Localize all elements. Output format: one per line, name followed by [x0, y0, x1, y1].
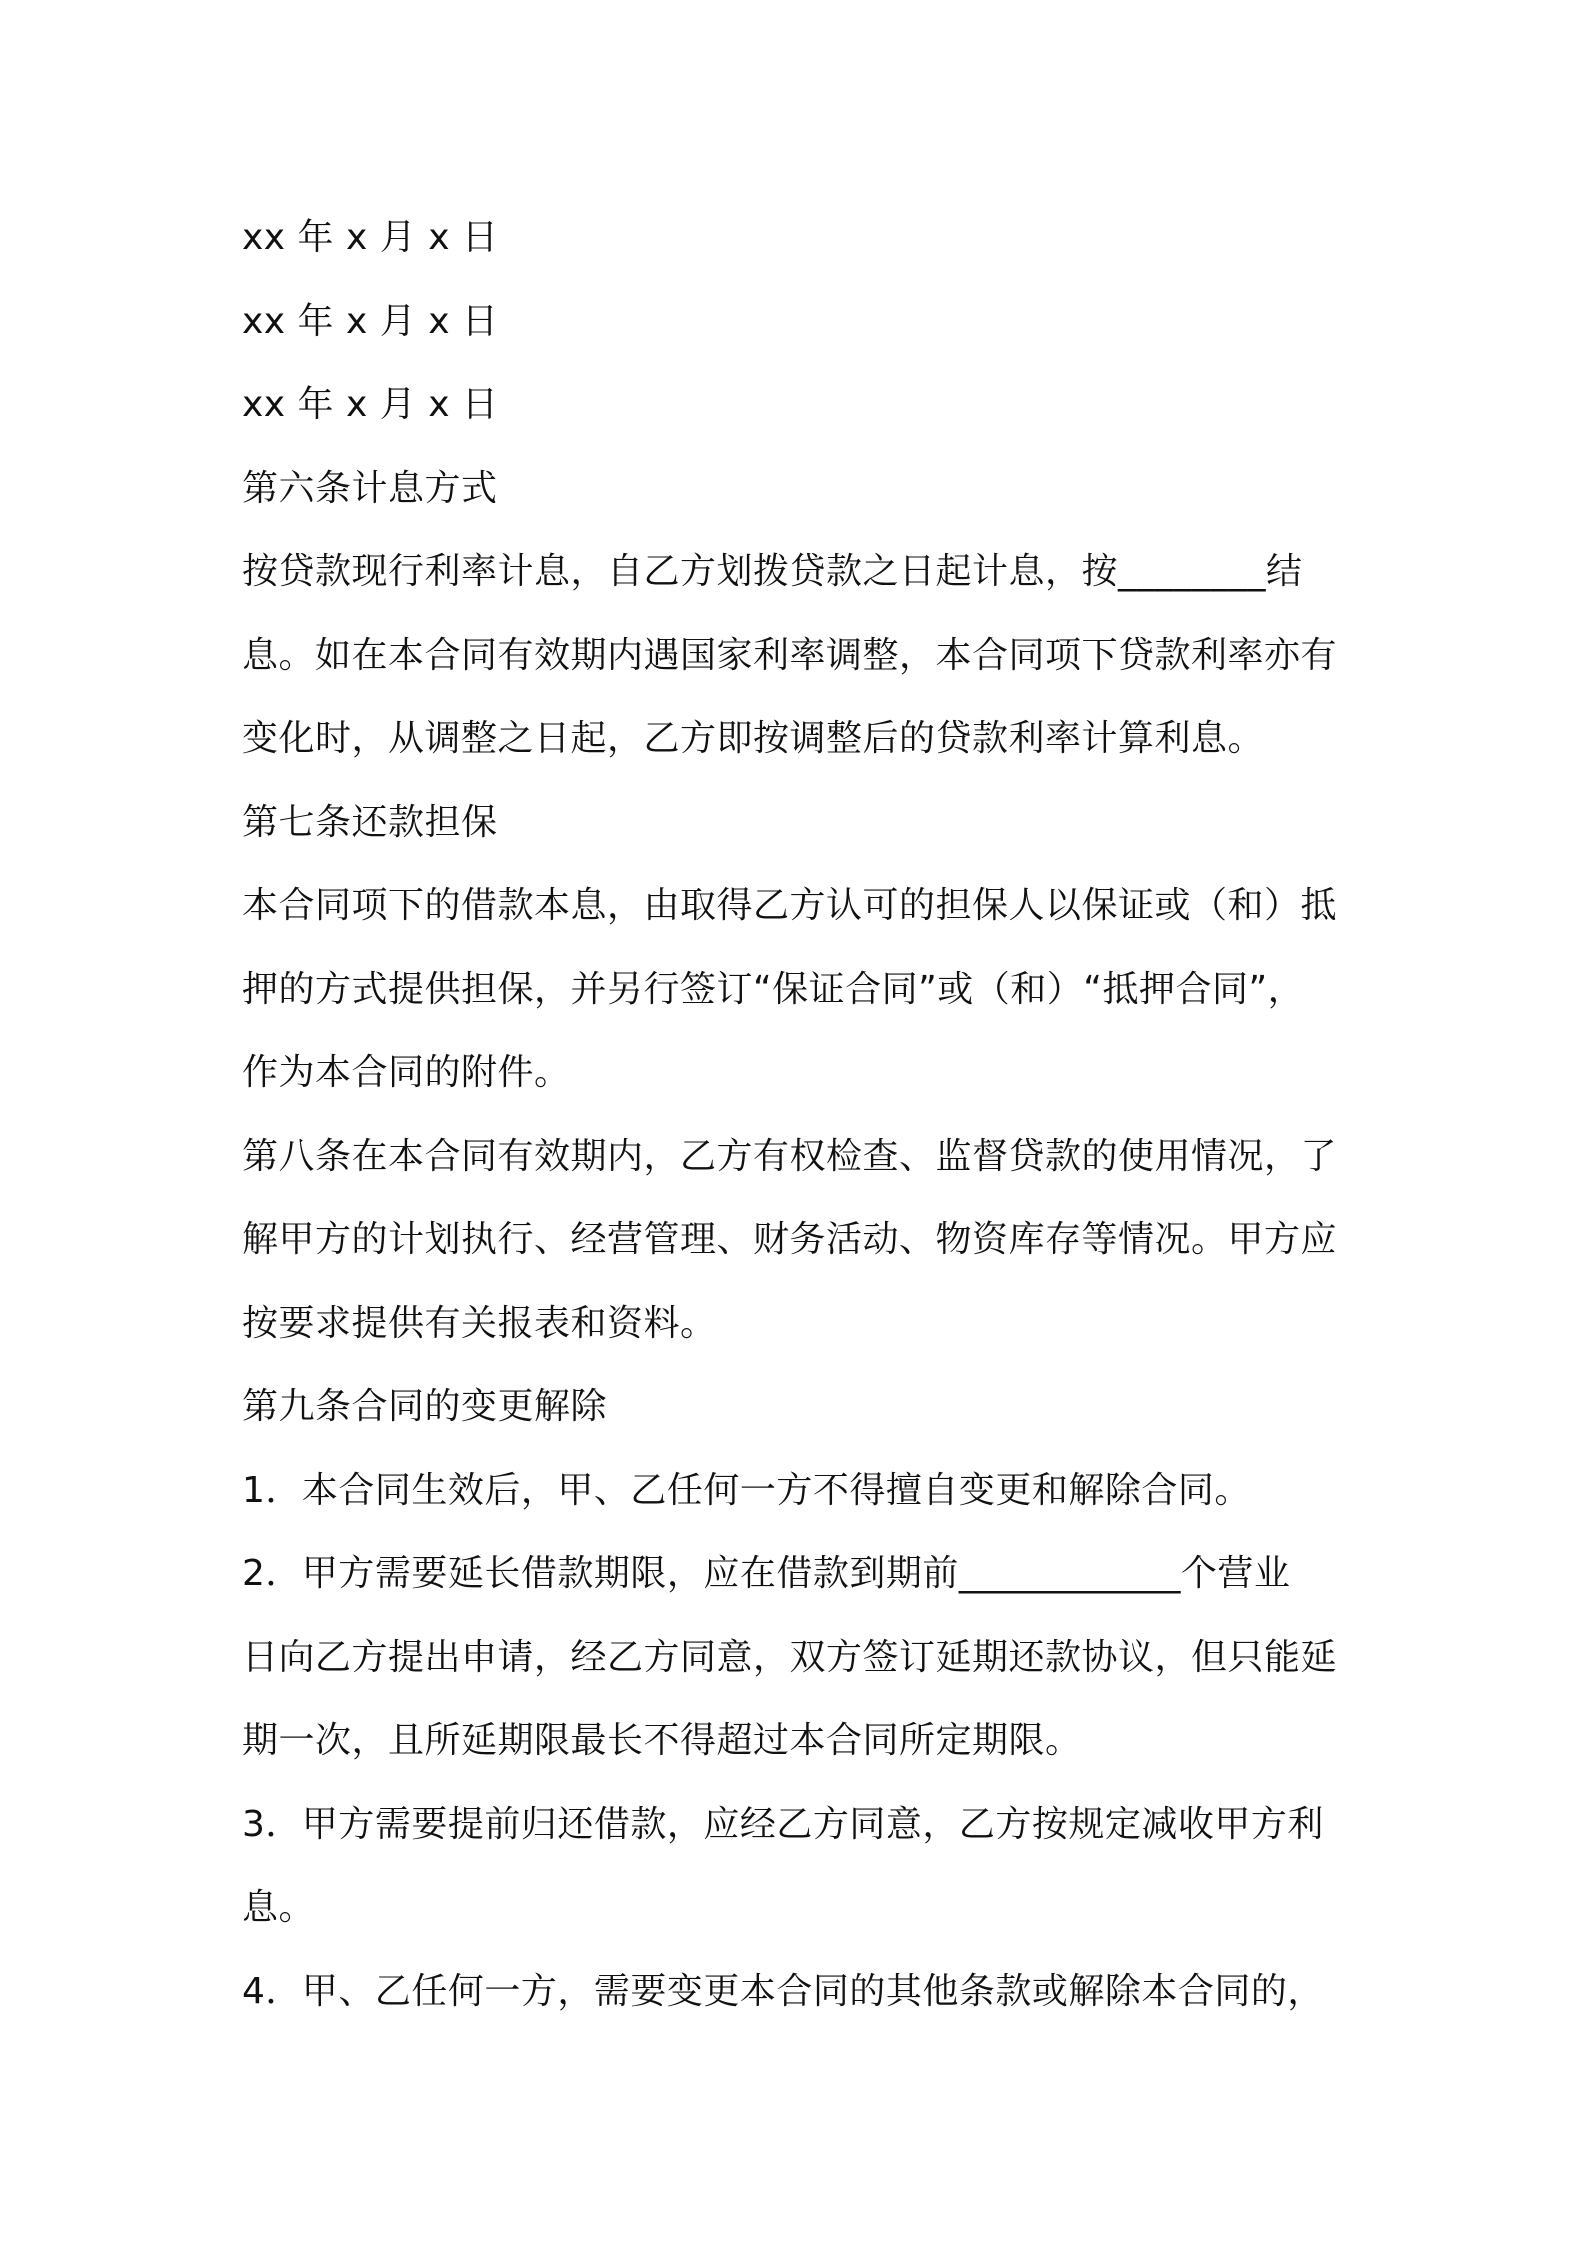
article-9-item-4-line-1: 4．甲、乙任何一方，需要变更本合同的其他条款或解除本合同的，: [242, 1970, 1324, 2012]
article-8-text-line-1: 第八条在本合同有效期内，乙方有权检查、监督贷款的使用情况，了: [242, 1135, 1338, 1177]
document-body: [242, 196, 1354, 2033]
article-6-text-line-3: 变化时，从调整之日起，乙方即按调整后的贷款利率计算利息。: [242, 718, 1265, 759]
article-8-text-line-2: 解甲方的计划执行、经营管理、财务活动、物资库存等情况。甲方应: [242, 1219, 1338, 1260]
article-6-text-line-2: 息。如在本合同有效期内遇国家利率调整，本合同项下贷款利率亦有: [242, 634, 1338, 676]
article-9-item-1: 1．本合同生效后，甲、乙任何一方不得擅自变更和解除合同。: [242, 1469, 1251, 1511]
article-6-heading: 第六条计息方式: [242, 467, 498, 509]
article-9-item-2-line-1: 2．甲方需要延长借款期限，应在借款到期前____________个营业: [242, 1553, 1291, 1594]
article-7-text-line-2: 押的方式提供担保，并另行签订“保证合同”或（和）“抵押合同”，: [242, 968, 1305, 1010]
article-9-item-2-line-2: 日向乙方提出申请，经乙方同意，双方签订延期还款协议，但只能延: [242, 1636, 1338, 1678]
article-9-item-3-line-2: 息。: [242, 1887, 316, 1928]
date-line-1: xx 年 x 月 x 日: [242, 217, 499, 258]
article-8-text-line-3: 按要求提供有关报表和资料。: [242, 1302, 717, 1344]
article-9-heading: 第九条合同的变更解除: [242, 1386, 608, 1427]
article-7-text-line-1: 本合同项下的借款本息，由取得乙方认可的担保人以保证或（和）抵: [242, 885, 1338, 926]
article-9-item-3-line-1: 3．甲方需要提前归还借款，应经乙方同意，乙方按规定减收甲方利: [242, 1803, 1324, 1845]
article-9-item-2-line-3: 期一次，且所延期限最长不得超过本合同所定期限。: [242, 1720, 1082, 1761]
date-line-2: xx 年 x 月 x 日: [242, 300, 499, 342]
date-line-3: xx 年 x 月 x 日: [242, 384, 499, 425]
article-7-text-line-3: 作为本合同的附件。: [242, 1052, 571, 1093]
article-6-text-line-1: 按贷款现行利率计息，自乙方划拨贷款之日起计息，按________结: [242, 551, 1303, 592]
article-7-heading: 第七条还款担保: [242, 801, 498, 843]
